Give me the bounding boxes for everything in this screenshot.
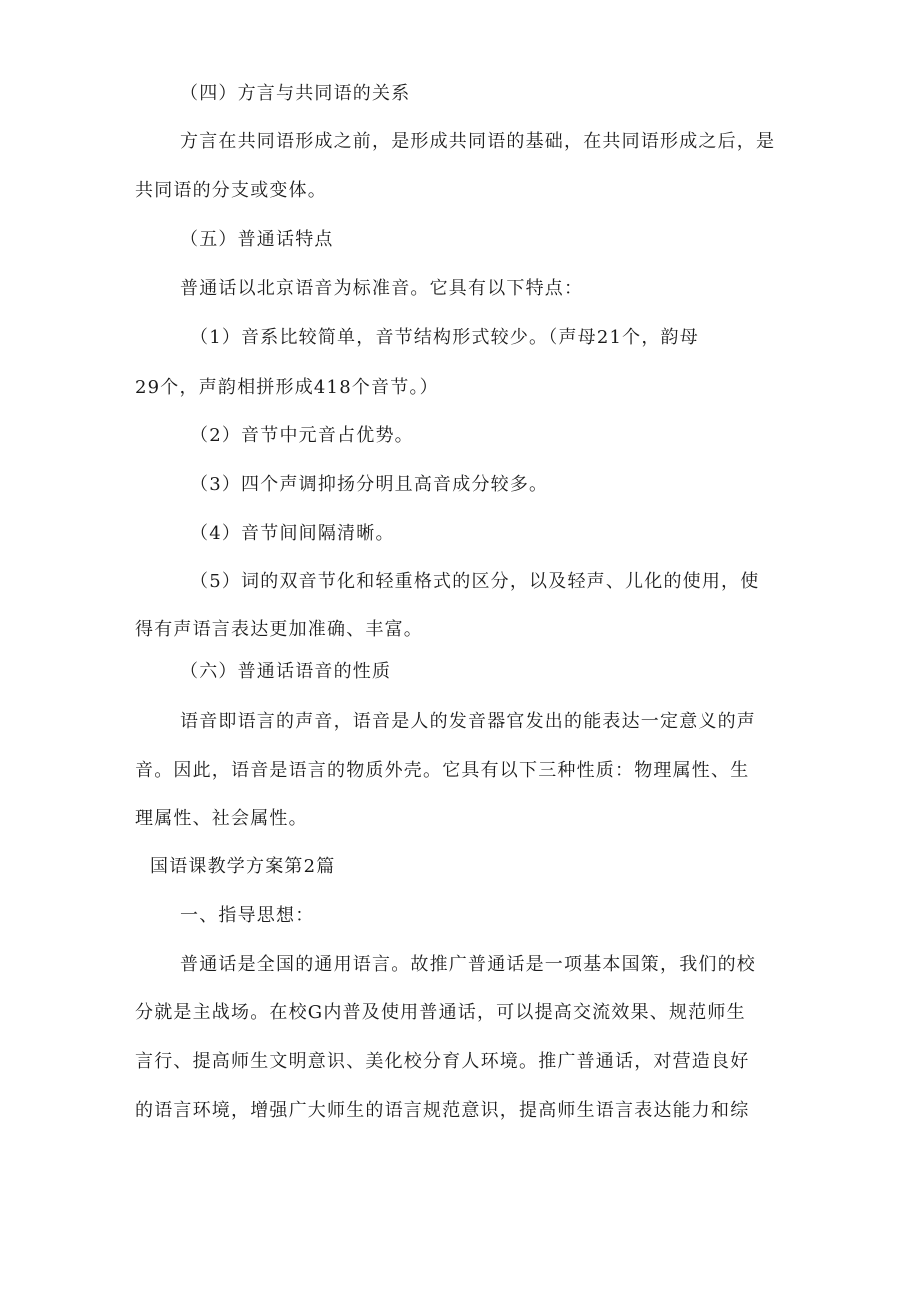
paragraph-line: 方言在共同语形成之前，是形成共同语的基础，在共同语形成之后，是 [180,131,776,152]
paragraph-line: 理属性、社会属性。 [135,808,308,829]
chapter-title: 国语课教学方案第2篇 [150,856,336,877]
list-item-2: （2）音节中元音占优势。 [190,425,414,446]
section-heading-4: （四）方言与共同语的关系 [180,83,411,104]
section-heading-guiding-ideology: 一、指导思想： [180,905,315,926]
paragraph-line: 音。因此，语音是语言的物质外壳。它具有以下三种性质：物理属性、生 [135,760,750,781]
paragraph-line: 语音即语言的声音，语音是人的发音器官发出的能表达一定意义的声 [180,711,756,732]
paragraph-line: 共同语的分支或变体。 [135,180,327,201]
list-item-1: （1）音系比较简单，音节结构形式较少。（声母21个，韵母 [190,327,699,348]
paragraph-line: 分就是主战场。在校G内普及使用普通话，可以提高交流效果、规范师生 [135,1002,746,1023]
list-item-1-continued: 29个，声韵相拼形成418个音节。） [135,377,439,398]
list-item-3: （3）四个声调抑扬分明且高音成分较多。 [190,474,549,495]
paragraph-line: 普通话是全国的通用语言。故推广普通话是一项基本国策，我们的校 [180,954,756,975]
section-heading-6: （六）普通话语音的性质 [180,661,392,682]
list-item-5-continued: 得有声语言表达更加准确、丰富。 [135,619,423,640]
paragraph-line: 言行、提高师生文明意识、美化校分育人环境。推广普通话，对营造良好 [135,1051,750,1072]
section-heading-5: （五）普通话特点 [180,229,334,250]
paragraph-line: 的语言环境，增强广大师生的语言规范意识，提高师生语言表达能力和综 [135,1100,750,1121]
list-item-4: （4）音节间间隔清晰。 [190,523,395,544]
list-item-5: （5）词的双音节化和轻重格式的区分，以及轻声、儿化的使用，使 [190,571,760,592]
paragraph-line: 普通话以北京语音为标准音。它具有以下特点： [180,278,584,299]
